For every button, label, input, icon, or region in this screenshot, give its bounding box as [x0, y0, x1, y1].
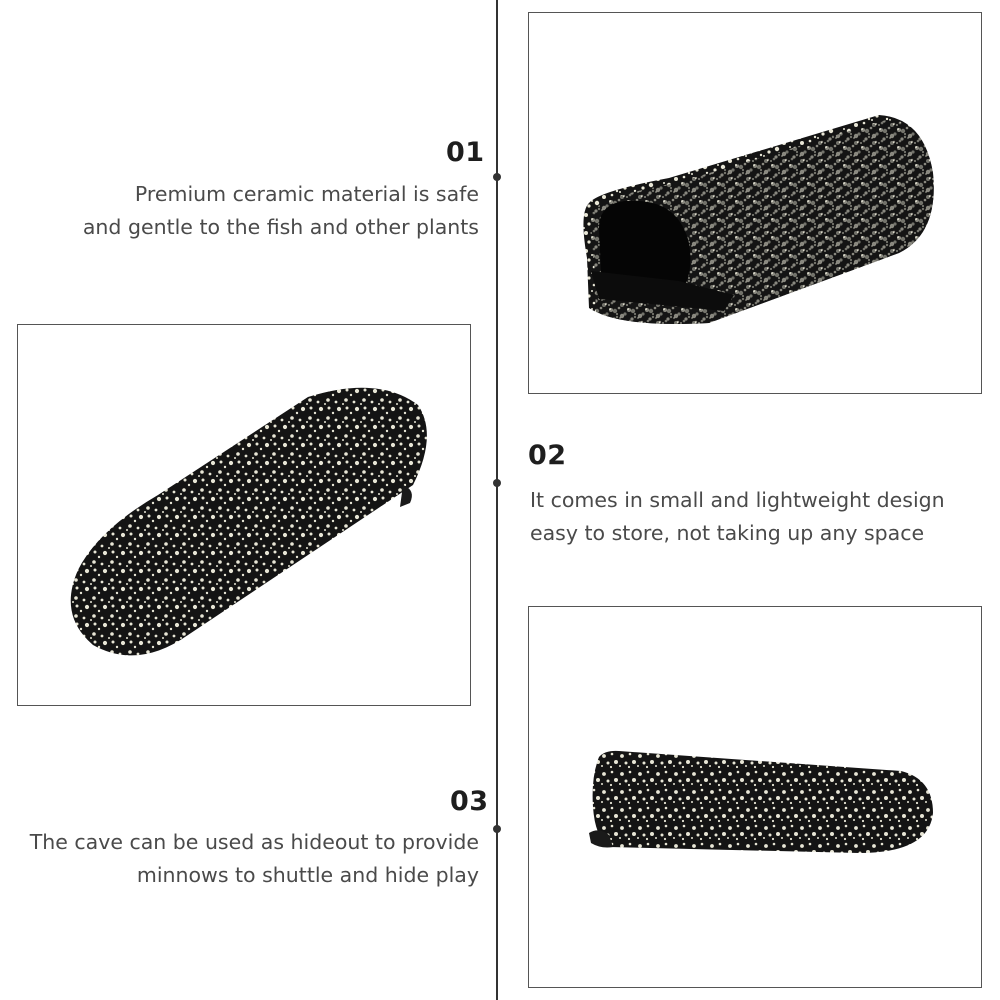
feature-number-01: 01: [446, 137, 485, 168]
feature-03-line-2: minnows to shuttle and hide play: [136, 863, 479, 887]
ceramic-cave-tube-open-end-icon: [529, 13, 981, 393]
ceramic-cave-tube-angled-icon: [18, 325, 470, 705]
feature-description-01: [83, 178, 479, 244]
feature-01-line-2: and gentle to the fish and other plants: [82, 215, 479, 239]
feature-number-02: 02: [528, 440, 567, 471]
feature-02-line-2: easy to store, not taking up any space: [530, 521, 925, 545]
timeline-dot-01: [493, 173, 501, 181]
product-image-frame-2: [17, 324, 471, 706]
feature-03-line-1: The cave can be used as hideout to provide: [29, 830, 479, 854]
product-image-frame-1: [528, 12, 982, 394]
feature-02-line-1: It comes in small and lightweight design: [530, 488, 945, 512]
feature-01-line-1: Premium ceramic material is safe: [134, 182, 479, 206]
feature-number-03: 03: [450, 786, 489, 817]
feature-description-02: [530, 484, 945, 550]
product-image-frame-3: [528, 606, 982, 988]
ceramic-cave-tube-side-icon: [529, 607, 981, 987]
timeline-line: [496, 0, 498, 1000]
feature-description-03: [30, 826, 479, 892]
timeline-dot-03: [493, 825, 501, 833]
timeline-dot-02: [493, 479, 501, 487]
